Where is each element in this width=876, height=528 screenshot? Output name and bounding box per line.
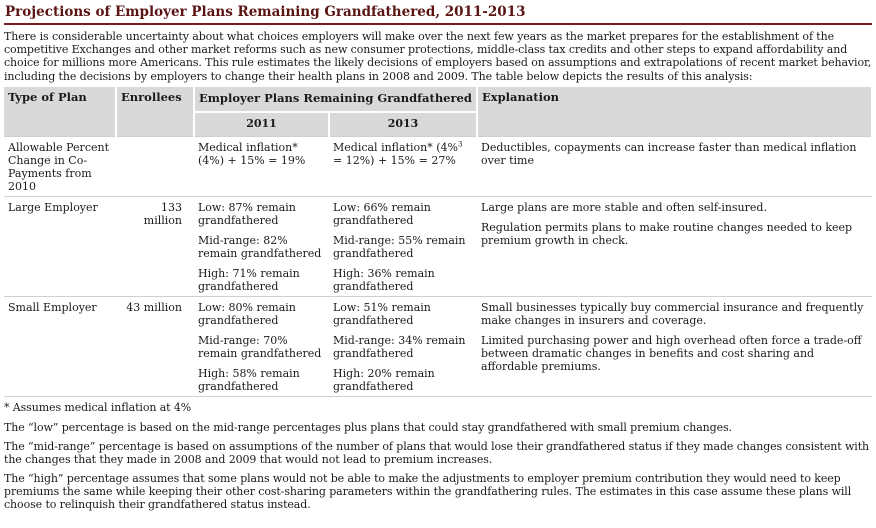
cell-line: Low: 80% remain grandfathered bbox=[198, 300, 296, 327]
cell-line: Small businesses typically buy commercial insurance and frequently make changes in insurers and coverage. bbox=[481, 300, 864, 327]
cell-line: Limited purchasing power and high overhead often force a trade-off between dramatic changes in benefits and cost sharing and affordable premiums. bbox=[481, 333, 862, 373]
table-row-copayments bbox=[4, 136, 872, 196]
header-year-2011: 2011 bbox=[194, 112, 329, 137]
header-employer-plans-grandfathered: Employer Plans Remaining Grandfathered bbox=[194, 87, 477, 112]
cell-line: Medical inflation* (4%$^3$ = 12%) + 15% = 27% bbox=[333, 140, 463, 167]
cell-line: Low: 87% remain grandfathered bbox=[198, 200, 296, 227]
projections-table bbox=[4, 87, 873, 396]
cell-line: Low: 51% remain grandfathered bbox=[333, 300, 431, 327]
header-type-of-plan: Type of Plan bbox=[4, 87, 116, 137]
cell-type: Large Employer bbox=[4, 196, 116, 296]
cell-line: High: 71% remain grandfathered bbox=[198, 266, 300, 293]
intro-paragraph: There is considerable uncertainty about what choices employers will make over the next few years as the market prepares for the establishment of the competitive Exchanges and other market reforms such as new consumer protections, middle-class tax credits and other steps to expand affordability and choice for millions more Americans. This rule estimates the likely decisions of employers based on assumptions and extrapolations of recent market behavior, including the decisions by employers to change their health plans in 2008 and 2009. The table below depicts the results of this analysis: bbox=[4, 30, 872, 83]
header-explanation: Explanation bbox=[477, 87, 872, 137]
cell-2011 bbox=[194, 136, 329, 196]
footnote-high: The “high” percentage assumes that some plans would not be able to make the adjustments to employer premium contribution they would need to keep premiums the same while keeping their other cost-sharing parameters within the grandfathering rules. The estimates in this case assume these plans will choose to relinquish their grandfathered status instead. bbox=[4, 471, 852, 511]
cell-2011 bbox=[194, 296, 329, 396]
footnote-inflation: * Assumes medical inflation at 4% bbox=[4, 400, 192, 414]
cell-line: High: 20% remain grandfathered bbox=[333, 366, 435, 393]
cell-enrollees: 133 million bbox=[116, 196, 194, 296]
table-header-row bbox=[4, 87, 872, 112]
cell-type: Allowable Percent Change in Co-Payments from 2010 bbox=[4, 136, 116, 196]
cell-line: Large plans are more stable and often self-insured. bbox=[481, 200, 767, 214]
cell-line: Medical inflation* (4%) + 15% = 19% bbox=[198, 140, 306, 167]
table-row-large-employer bbox=[4, 196, 872, 296]
cell-explanation bbox=[477, 296, 872, 396]
cell-line: Mid-range: 34% remain grandfathered bbox=[333, 333, 466, 360]
cell-type: Small Employer bbox=[4, 296, 116, 396]
cell-line: Mid-range: 55% remain grandfathered bbox=[333, 233, 466, 260]
cell-line: Mid-range: 70% remain grandfathered bbox=[198, 333, 322, 360]
cell-enrollees: 43 million bbox=[116, 296, 194, 396]
footnote-mid-range: The “mid-range” percentage is based on assumptions of the number of plans that would lose their grandfathered status if they made changes consistent with the changes that they made in 2008 and 2009 that would not lead to premium increases. bbox=[4, 439, 870, 466]
cell-line: Deductibles, copayments can increase faster than medical inflation over time bbox=[481, 140, 857, 167]
cell-line: High: 36% remain grandfathered bbox=[333, 266, 435, 293]
table-row-small-employer bbox=[4, 296, 872, 396]
cell-line: High: 58% remain grandfathered bbox=[198, 366, 300, 393]
cell-line: Low: 66% remain grandfathered bbox=[333, 200, 431, 227]
cell-2013 bbox=[329, 196, 477, 296]
cell-line: Regulation permits plans to make routine changes needed to keep premium growth in check. bbox=[481, 220, 853, 247]
footnote-low: The “low” percentage is based on the mid-range percentages plus plans that could stay grandfathered with small premium changes. bbox=[4, 420, 732, 434]
cell-enrollees bbox=[116, 136, 194, 196]
cell-2013 bbox=[329, 296, 477, 396]
header-enrollees: Enrollees bbox=[116, 87, 194, 137]
superscript-note: 3 bbox=[457, 140, 463, 149]
footnotes bbox=[4, 396, 872, 511]
cell-explanation bbox=[477, 196, 872, 296]
cell-line: Mid-range: 82% remain grandfathered bbox=[198, 233, 322, 260]
page-title: Projections of Employer Plans Remaining Grandfathered, 2011-2013 bbox=[4, 2, 872, 25]
header-year-2013: 2013 bbox=[329, 112, 477, 137]
cell-2013 bbox=[329, 136, 477, 196]
cell-explanation bbox=[477, 136, 872, 196]
cell-2011 bbox=[194, 196, 329, 296]
